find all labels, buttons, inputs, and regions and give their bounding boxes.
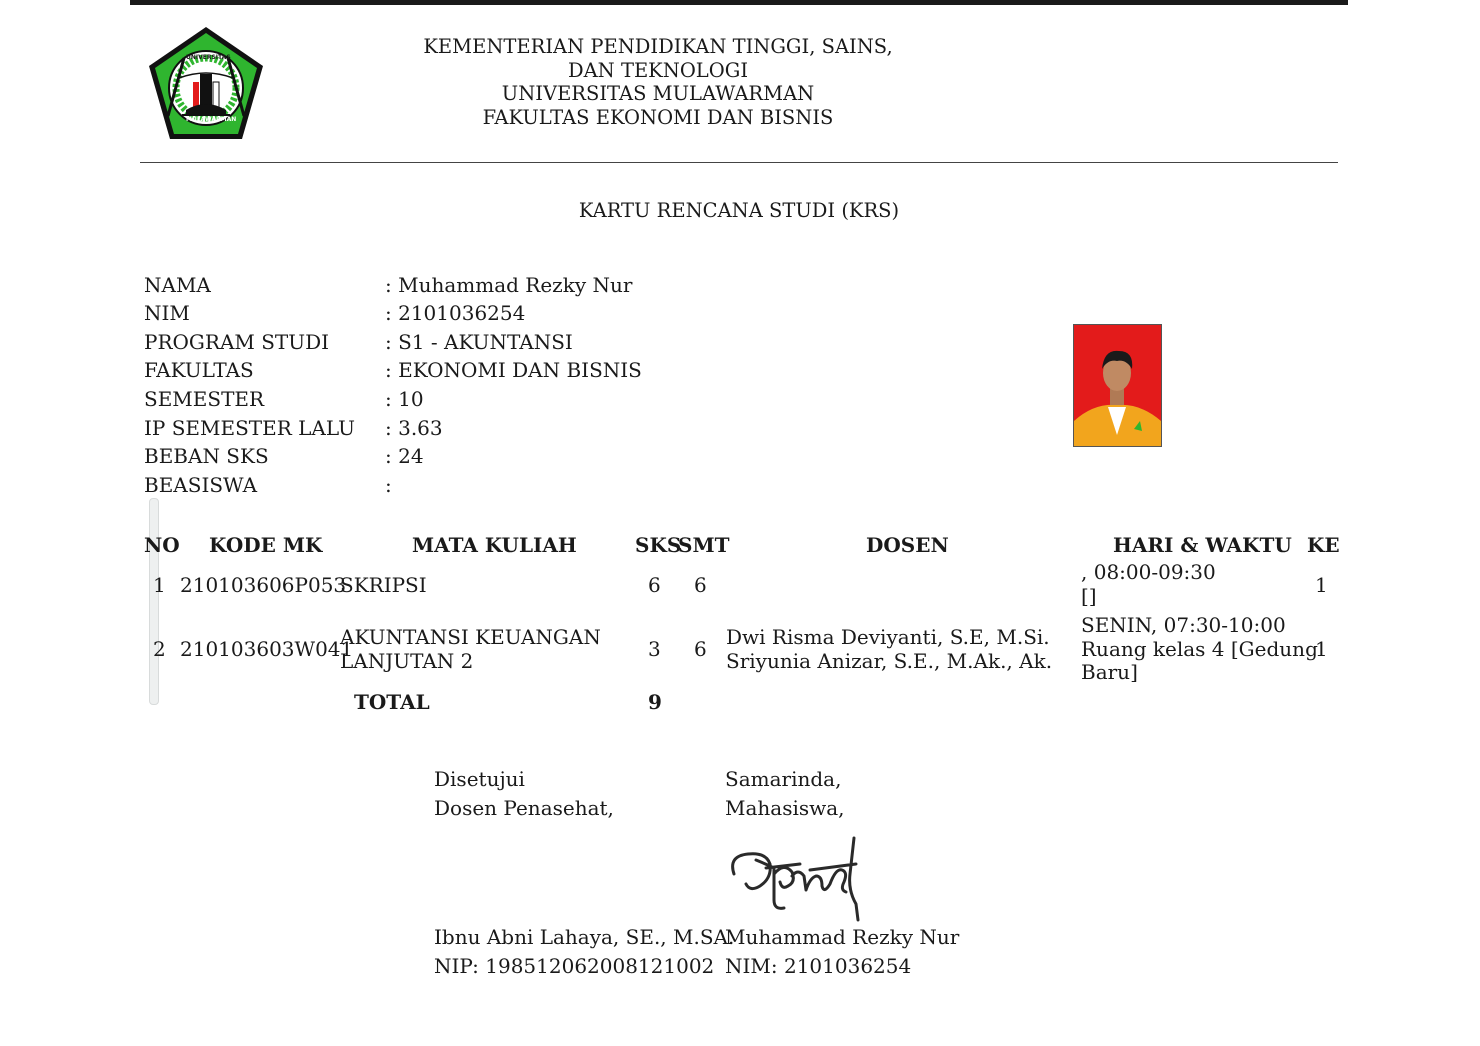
col-header-mata-kuliah: MATA KULIAH	[412, 533, 577, 557]
advisor-identity-block	[434, 923, 734, 981]
info-label-beban-sks: BEBAN SKS	[144, 444, 269, 468]
col-header-kode-mk: KODE MK	[209, 533, 323, 557]
info-value-nim: : 2101036254	[385, 301, 526, 325]
logo-text-bottom: MULAWARMAN	[186, 116, 237, 123]
info-value-semester: : 10	[385, 387, 424, 411]
advisor-name: Ibnu Abni Lahaya, SE., M.SA.	[434, 925, 735, 949]
student-sign-name: Muhammad Rezky Nur	[725, 925, 960, 949]
student-handwritten-signature	[726, 834, 866, 924]
advisor-nip: NIP: 198512062008121002	[434, 954, 715, 978]
table-scrollbar[interactable]	[149, 498, 159, 705]
row-smt: 6	[694, 573, 707, 597]
institution-line-4: FAKULTAS EKONOMI DAN BISNIS	[482, 105, 834, 129]
row-no: 2	[153, 637, 166, 661]
institution-line-1: KEMENTERIAN PENDIDIKAN TINGGI, SAINS,	[423, 35, 893, 58]
col-header-hari-waktu: HARI & WAKTU	[1113, 533, 1292, 557]
col-header-smt: SMT	[678, 533, 730, 557]
col-header-sks: SKS	[635, 533, 682, 557]
row-hari-waktu-line: []	[1081, 583, 1097, 608]
info-value-ip-semester-lalu: : 3.63	[385, 416, 443, 440]
row-hari-waktu-line: SENIN, 07:30-10:00	[1081, 613, 1286, 637]
row-dosen-line: Sriyunia Anizar, S.E., M.Ak., Ak.	[726, 648, 1053, 673]
info-label-nama: NAMA	[144, 273, 211, 297]
row-mata-kuliah-line: LANJUTAN 2	[340, 648, 474, 673]
header-divider	[140, 162, 1338, 163]
row-mata-kuliah: SKRIPSI	[340, 573, 427, 597]
row-kode-mk: 210103606P053	[180, 573, 347, 597]
info-label-nim: NIM	[144, 301, 190, 325]
info-value-beasiswa: :	[385, 473, 392, 497]
row-hari-waktu	[1081, 561, 1216, 608]
advisor-approval-block	[434, 765, 614, 823]
institution-header	[378, 35, 938, 129]
info-label-semester: SEMESTER	[144, 387, 265, 411]
row-mata-kuliah-line: AKUNTANSI KEUANGAN	[340, 625, 601, 649]
row-ke: 1	[1315, 637, 1328, 661]
row-no: 1	[153, 573, 166, 597]
row-sks: 6	[648, 573, 661, 597]
row-dosen-line: Dwi Risma Deviyanti, S.E, M.Si.	[726, 625, 1050, 649]
col-header-dosen: DOSEN	[866, 533, 949, 557]
logo-text-top: UNIVERSITAS	[186, 54, 231, 61]
row-ke: 1	[1315, 573, 1328, 597]
row-hari-waktu-line: Baru]	[1081, 660, 1138, 684]
row-hari-waktu-line: , 08:00-09:30	[1081, 560, 1216, 584]
row-hari-waktu	[1081, 614, 1318, 685]
advisor-line-1: Disetujui	[434, 767, 525, 791]
student-sign-role: Mahasiswa,	[725, 796, 845, 820]
col-header-ke: KE	[1307, 533, 1340, 557]
row-dosen	[726, 626, 1052, 673]
row-sks: 3	[648, 637, 661, 661]
info-value-beban-sks: : 24	[385, 444, 424, 468]
institution-line-3: UNIVERSITAS MULAWARMAN	[501, 82, 815, 105]
info-label-beasiswa: BEASISWA	[144, 473, 258, 497]
row-kode-mk: 210103603W041	[180, 637, 354, 661]
info-value-nama: : Muhammad Rezky Nur	[385, 273, 633, 297]
student-photo	[1073, 324, 1162, 447]
info-label-ip-semester-lalu: IP SEMESTER LALU	[144, 416, 355, 440]
student-sign-nim: NIM: 2101036254	[725, 954, 912, 978]
top-border-rule	[130, 0, 1348, 5]
university-logo	[146, 24, 266, 144]
total-label: TOTAL	[354, 690, 430, 714]
info-value-fakultas: : EKONOMI DAN BISNIS	[385, 358, 642, 382]
info-label-program-studi: PROGRAM STUDI	[144, 330, 330, 354]
student-identity-block	[725, 923, 959, 981]
student-signature-block	[725, 765, 845, 823]
col-header-no: NO	[144, 533, 180, 557]
total-sks: 9	[648, 690, 662, 714]
info-label-fakultas: FAKULTAS	[144, 358, 254, 382]
row-smt: 6	[694, 637, 707, 661]
row-mata-kuliah	[340, 626, 601, 673]
advisor-line-2: Dosen Penasehat,	[434, 796, 614, 820]
institution-line-2: DAN TEKNOLOGI	[567, 58, 749, 82]
document-title: KARTU RENCANA STUDI (KRS)	[578, 199, 900, 222]
student-sign-place: Samarinda,	[725, 767, 842, 791]
row-hari-waktu-line: Ruang kelas 4 [Gedung	[1081, 636, 1318, 661]
info-value-program-studi: : S1 - AKUNTANSI	[385, 330, 573, 354]
